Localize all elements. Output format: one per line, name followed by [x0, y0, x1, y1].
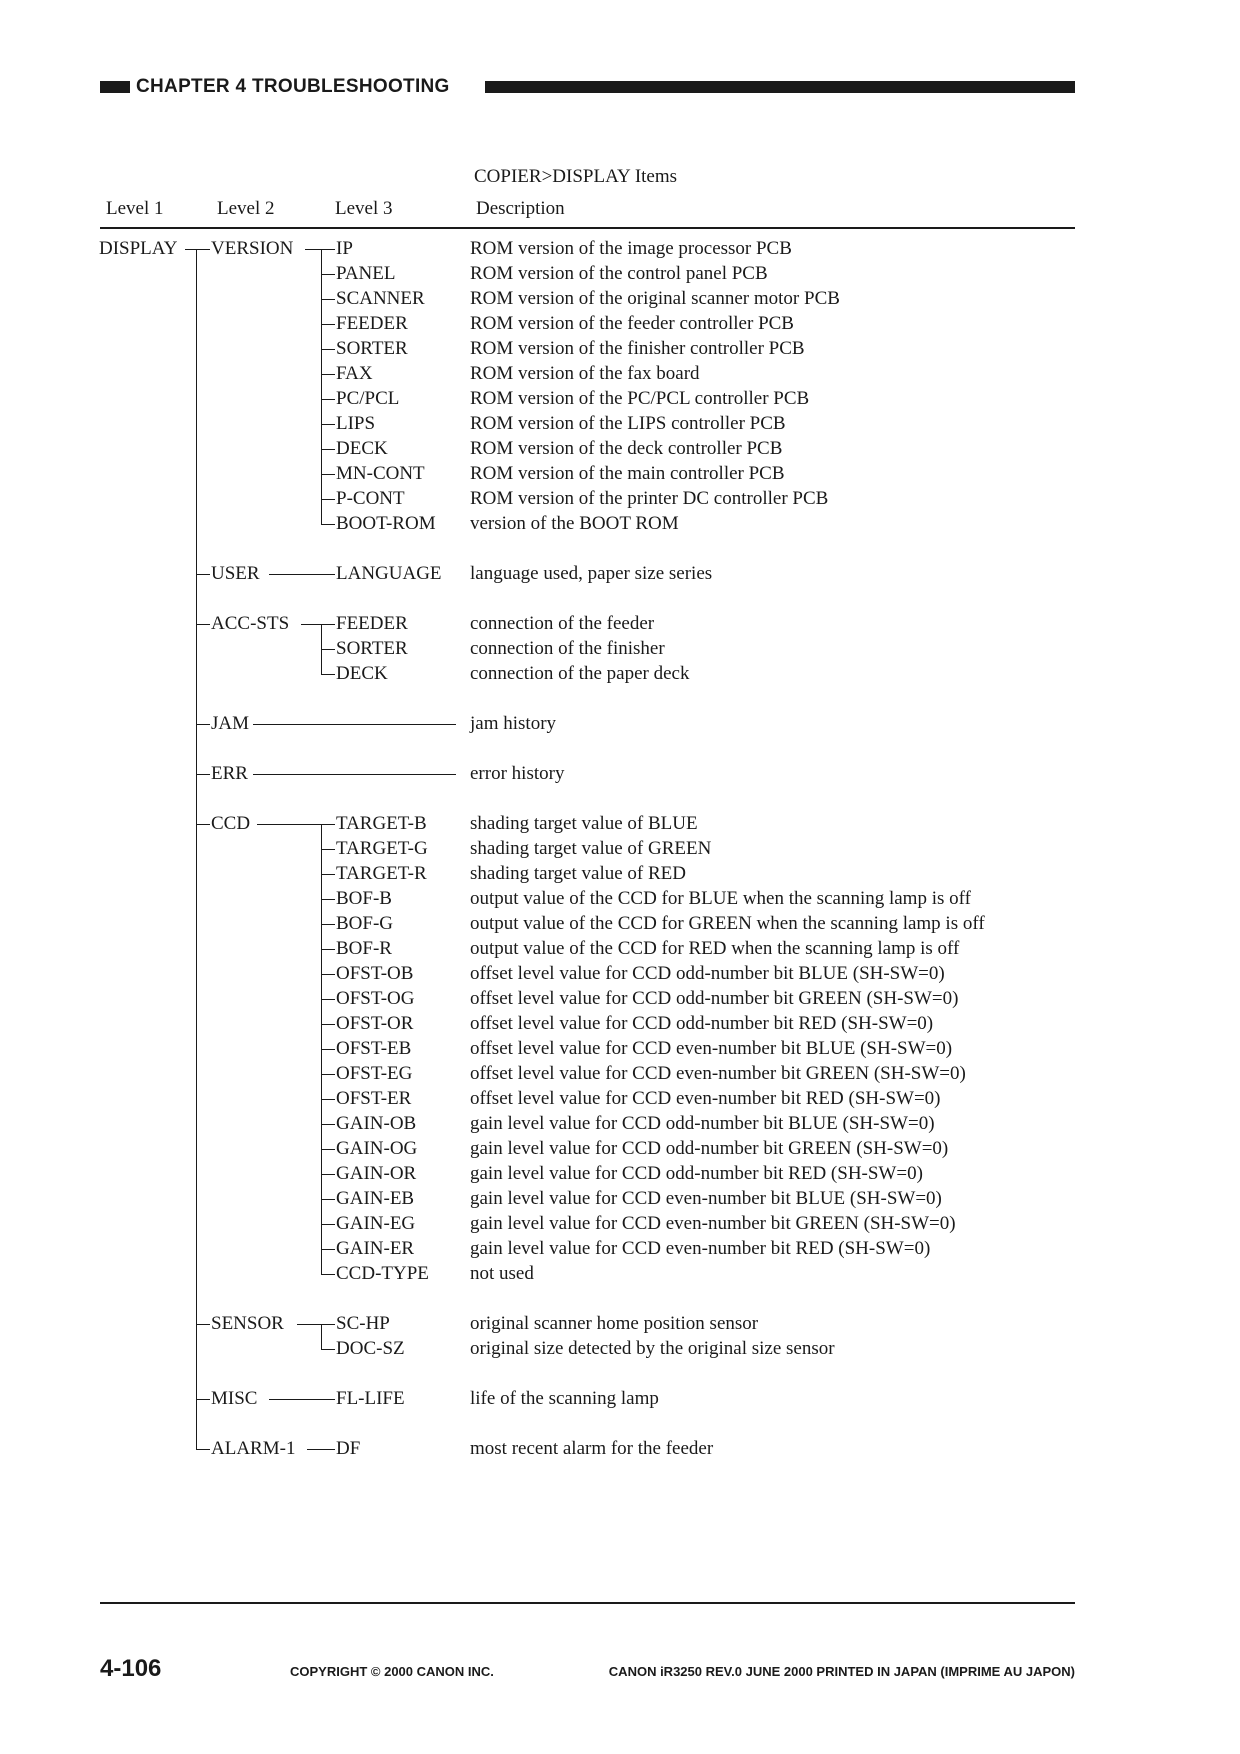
level3-label: FL-LIFE — [336, 1388, 405, 1409]
level3-branch-line — [321, 849, 335, 850]
level3-branch-line — [321, 999, 335, 1000]
level3-branch-line — [321, 1324, 335, 1325]
level3-label: GAIN-EG — [336, 1213, 416, 1234]
level3-branch-line — [321, 1174, 335, 1175]
level3-branch-line — [321, 1249, 335, 1250]
level3-branch-line — [321, 1024, 335, 1025]
connector-line — [253, 774, 456, 775]
level3-label: TARGET-R — [336, 863, 427, 884]
level3-branch-line — [321, 824, 335, 825]
description-text: connection of the finisher — [470, 638, 665, 659]
level3-label: GAIN-OB — [336, 1113, 417, 1134]
level3-label: OFST-ER — [336, 1088, 412, 1109]
level3-label: BOF-R — [336, 938, 392, 959]
print-imprint: CANON iR3250 REV.0 JUNE 2000 PRINTED IN JAPAN (IMPRIME AU JAPON) — [608, 1664, 1075, 1679]
connector-line — [269, 574, 335, 575]
level3-branch-line — [321, 899, 335, 900]
level2-branch-line — [196, 774, 210, 775]
level3-branch-line — [321, 1199, 335, 1200]
level3-branch-line — [321, 1074, 335, 1075]
copyright-notice: COPYRIGHT © 2000 CANON INC. — [290, 1664, 494, 1679]
level3-branch-line — [321, 1224, 335, 1225]
level3-trunk-line — [321, 249, 322, 525]
level3-branch-line — [321, 1149, 335, 1150]
description-text: output value of the CCD for RED when the scanning lamp is off — [470, 938, 960, 959]
level3-branch-line — [321, 674, 335, 675]
level3-label: GAIN-OR — [336, 1163, 417, 1184]
level3-branch-line — [321, 474, 335, 475]
column-header-level2: Level 2 — [217, 198, 275, 219]
level1-label: DISPLAY — [99, 238, 178, 259]
description-text: offset level value for CCD odd-number bit BLUE (SH-SW=0) — [470, 963, 945, 984]
level2-label: ACC-STS — [211, 613, 290, 634]
level3-branch-line — [321, 649, 335, 650]
level2-trunk-line — [196, 249, 197, 1450]
description-text: gain level value for CCD even-number bit RED (SH-SW=0) — [470, 1238, 931, 1259]
level3-branch-line — [321, 349, 335, 350]
level3-branch-line — [321, 424, 335, 425]
level3-label: SCANNER — [336, 288, 425, 309]
description-text: offset level value for CCD odd-number bit GREEN (SH-SW=0) — [470, 988, 959, 1009]
description-text: ROM version of the original scanner motor PCB — [470, 288, 840, 309]
description-text: offset level value for CCD even-number bit BLUE (SH-SW=0) — [470, 1038, 953, 1059]
description-text: original scanner home position sensor — [470, 1313, 759, 1334]
description-text: ROM version of the control panel PCB — [470, 263, 768, 284]
level3-label: BOF-G — [336, 913, 394, 934]
level3-label: DOC-SZ — [336, 1338, 405, 1359]
level3-label: OFST-OG — [336, 988, 415, 1009]
level2-branch-line — [196, 574, 210, 575]
level3-branch-line — [321, 924, 335, 925]
description-text: output value of the CCD for GREEN when the scanning lamp is off — [470, 913, 985, 934]
column-header-description: Description — [476, 198, 565, 219]
level3-branch-line — [321, 449, 335, 450]
level3-label: TARGET-G — [336, 838, 428, 859]
level3-label: FEEDER — [336, 313, 408, 334]
level3-label: OFST-EG — [336, 1063, 413, 1084]
description-text: offset level value for CCD even-number bit RED (SH-SW=0) — [470, 1088, 941, 1109]
level2-label: VERSION — [211, 238, 294, 259]
description-text: language used, paper size series — [470, 563, 713, 584]
level2-branch-line — [196, 1399, 210, 1400]
level3-branch-line — [321, 949, 335, 950]
description-text: ROM version of the finisher controller PCB — [470, 338, 805, 359]
level2-branch-line — [196, 724, 210, 725]
description-text: gain level value for CCD odd-number bit RED (SH-SW=0) — [470, 1163, 923, 1184]
level3-label: FAX — [336, 363, 373, 384]
connector-line — [307, 1449, 335, 1450]
description-text: ROM version of the feeder controller PCB — [470, 313, 794, 334]
description-text: most recent alarm for the feeder — [470, 1438, 714, 1459]
description-text: connection of the feeder — [470, 613, 655, 634]
level3-branch-line — [321, 524, 335, 525]
level2-branch-line — [196, 624, 210, 625]
level2-label: SENSOR — [211, 1313, 284, 1334]
footer-rule — [100, 1602, 1075, 1604]
level3-label: GAIN-ER — [336, 1238, 415, 1259]
level2-label: JAM — [211, 713, 250, 734]
connector-line — [257, 824, 321, 825]
level3-trunk-line — [321, 1324, 322, 1350]
description-text: ROM version of the fax board — [470, 363, 700, 384]
description-text: ROM version of the main controller PCB — [470, 463, 785, 484]
level3-label: BOOT-ROM — [336, 513, 436, 534]
description-text: ROM version of the PC/PCL controller PCB — [470, 388, 810, 409]
level1-connector-line — [185, 249, 196, 250]
level3-label: DECK — [336, 663, 388, 684]
table-caption: COPIER>DISPLAY Items — [474, 166, 678, 187]
level3-label: OFST-OB — [336, 963, 414, 984]
level2-label: CCD — [211, 813, 251, 834]
level3-label: FEEDER — [336, 613, 408, 634]
level3-branch-line — [321, 974, 335, 975]
description-text: offset level value for CCD even-number bit GREEN (SH-SW=0) — [470, 1063, 966, 1084]
description-text: shading target value of RED — [470, 863, 686, 884]
description-text: connection of the paper deck — [470, 663, 690, 684]
column-header-level1: Level 1 — [106, 198, 164, 219]
level3-branch-line — [321, 1099, 335, 1100]
connector-line — [269, 1399, 335, 1400]
level3-label: DF — [336, 1438, 361, 1459]
description-text: ROM version of the image processor PCB — [470, 238, 792, 259]
description-text: version of the BOOT ROM — [470, 513, 679, 534]
level3-branch-line — [321, 874, 335, 875]
level3-branch-line — [321, 274, 335, 275]
level3-label: GAIN-OG — [336, 1138, 418, 1159]
level3-label: MN-CONT — [336, 463, 425, 484]
description-text: life of the scanning lamp — [470, 1388, 659, 1409]
level3-label: PANEL — [336, 263, 396, 284]
description-text: offset level value for CCD odd-number bit RED (SH-SW=0) — [470, 1013, 934, 1034]
connector-line — [297, 1324, 321, 1325]
level3-branch-line — [321, 299, 335, 300]
chapter-title: CHAPTER 4 TROUBLESHOOTING — [136, 76, 450, 97]
level3-label: OFST-OR — [336, 1013, 414, 1034]
level3-label: CCD-TYPE — [336, 1263, 429, 1284]
level3-branch-line — [321, 399, 335, 400]
level3-branch-line — [321, 1349, 335, 1350]
level3-branch-line — [321, 1124, 335, 1125]
description-text: error history — [470, 763, 565, 784]
level2-label: USER — [211, 563, 260, 584]
description-text: ROM version of the deck controller PCB — [470, 438, 783, 459]
level2-branch-line — [196, 1449, 210, 1450]
page-number: 4-106 — [100, 1655, 162, 1682]
level3-branch-line — [321, 324, 335, 325]
level3-label: OFST-EB — [336, 1038, 412, 1059]
connector-line — [253, 724, 456, 725]
level3-label: SORTER — [336, 338, 408, 359]
description-text: not used — [470, 1263, 534, 1284]
level3-branch-line — [321, 1049, 335, 1050]
description-text: shading target value of BLUE — [470, 813, 698, 834]
connector-line — [305, 249, 321, 250]
description-text: ROM version of the printer DC controller PCB — [470, 488, 829, 509]
level2-label: MISC — [211, 1388, 258, 1409]
level2-branch-line — [196, 249, 210, 250]
level3-label: SC-HP — [336, 1313, 390, 1334]
level3-label: LIPS — [336, 413, 376, 434]
level3-branch-line — [321, 624, 335, 625]
level3-label: GAIN-EB — [336, 1188, 415, 1209]
level2-branch-line — [196, 1324, 210, 1325]
description-text: original size detected by the original size sensor — [470, 1338, 835, 1359]
description-text: ROM version of the LIPS controller PCB — [470, 413, 786, 434]
level2-label: ERR — [211, 763, 248, 784]
level3-branch-line — [321, 1274, 335, 1275]
description-text: gain level value for CCD odd-number bit BLUE (SH-SW=0) — [470, 1113, 935, 1134]
level2-branch-line — [196, 824, 210, 825]
level3-label: TARGET-B — [336, 813, 427, 834]
level3-label: BOF-B — [336, 888, 392, 909]
level3-branch-line — [321, 499, 335, 500]
description-text: shading target value of GREEN — [470, 838, 712, 859]
level3-label: PC/PCL — [336, 388, 400, 409]
level3-label: IP — [336, 238, 353, 259]
description-text: output value of the CCD for BLUE when the scanning lamp is off — [470, 888, 971, 909]
level3-label: P-CONT — [336, 488, 405, 509]
description-text: jam history — [470, 713, 557, 734]
level3-branch-line — [321, 249, 335, 250]
level3-label: SORTER — [336, 638, 408, 659]
level2-label: ALARM-1 — [211, 1438, 296, 1459]
level3-branch-line — [321, 374, 335, 375]
description-text: gain level value for CCD even-number bit BLUE (SH-SW=0) — [470, 1188, 942, 1209]
level3-label: DECK — [336, 438, 388, 459]
description-text: gain level value for CCD even-number bit GREEN (SH-SW=0) — [470, 1213, 956, 1234]
connector-line — [301, 624, 321, 625]
level3-label: LANGUAGE — [336, 563, 442, 584]
description-text: gain level value for CCD odd-number bit GREEN (SH-SW=0) — [470, 1138, 949, 1159]
column-header-level3: Level 3 — [335, 198, 393, 219]
